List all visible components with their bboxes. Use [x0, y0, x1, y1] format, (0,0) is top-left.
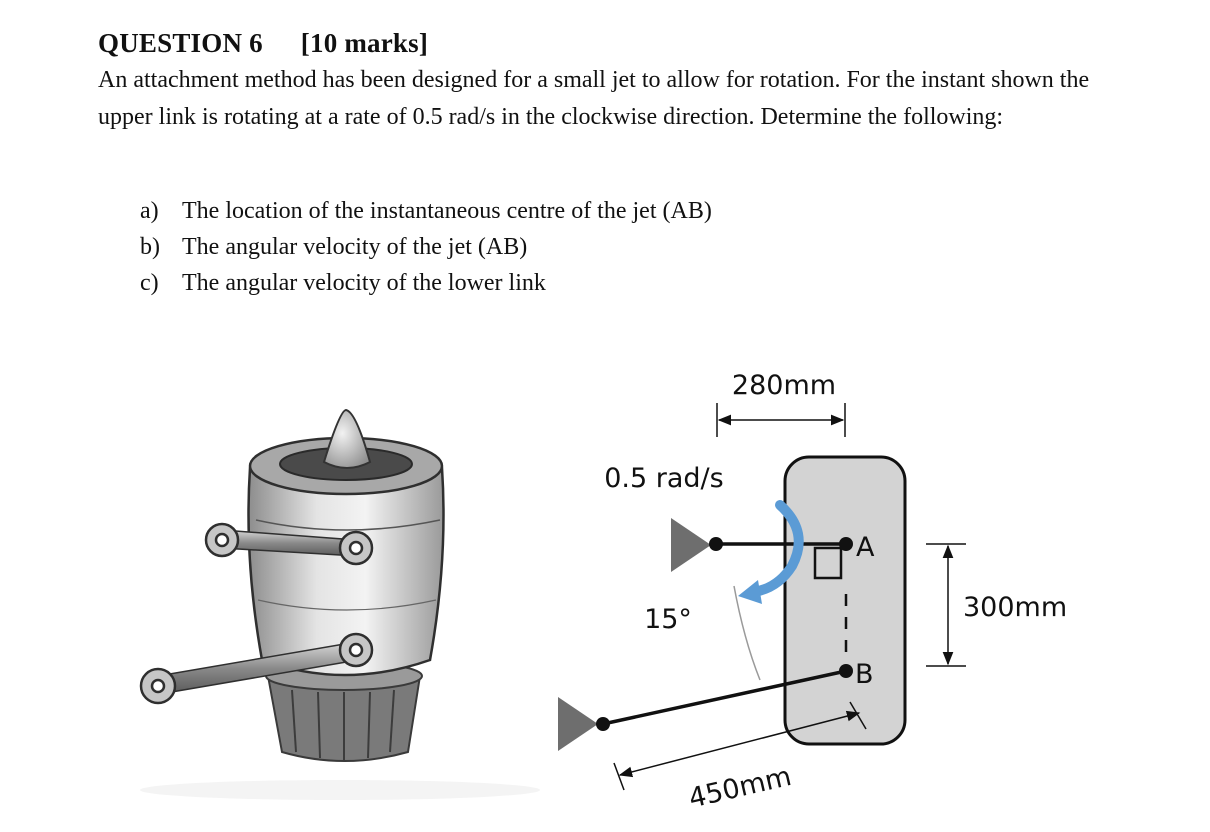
point-a-label: A — [856, 532, 875, 563]
task-text: The angular velocity of the lower link — [182, 270, 546, 296]
point-b-label: B — [855, 659, 874, 690]
task-text: The angular velocity of the jet (AB) — [182, 234, 528, 260]
point-a-marker — [839, 537, 853, 551]
lower-support — [558, 697, 598, 751]
dimension-300mm: 300mm — [963, 592, 1068, 623]
task-letter: b) — [140, 234, 160, 260]
question-title: QUESTION 6 — [98, 28, 263, 58]
task-text: The location of the instantaneous centre of the jet (AB) — [182, 198, 712, 224]
mechanism-diagram — [558, 370, 1067, 815]
task-letter: c) — [140, 270, 159, 296]
jet-illustration — [140, 410, 540, 800]
dimension-450mm: 450mm — [685, 760, 795, 815]
question-marks: [10 marks] — [300, 28, 429, 58]
task-letter: a) — [140, 198, 159, 224]
angle-label: 15° — [644, 604, 692, 635]
dimension-280mm: 280mm — [731, 370, 837, 401]
angular-rate-label: 0.5 rad/s — [604, 463, 724, 494]
upper-support — [671, 518, 711, 572]
question-intro: An attachment method has been designed for a small jet to allow for rotation. For the instant shown the upper link is rotating at a rate of 0.5 rad/s in the clockwise direction. Determine the following: — [98, 67, 1090, 130]
